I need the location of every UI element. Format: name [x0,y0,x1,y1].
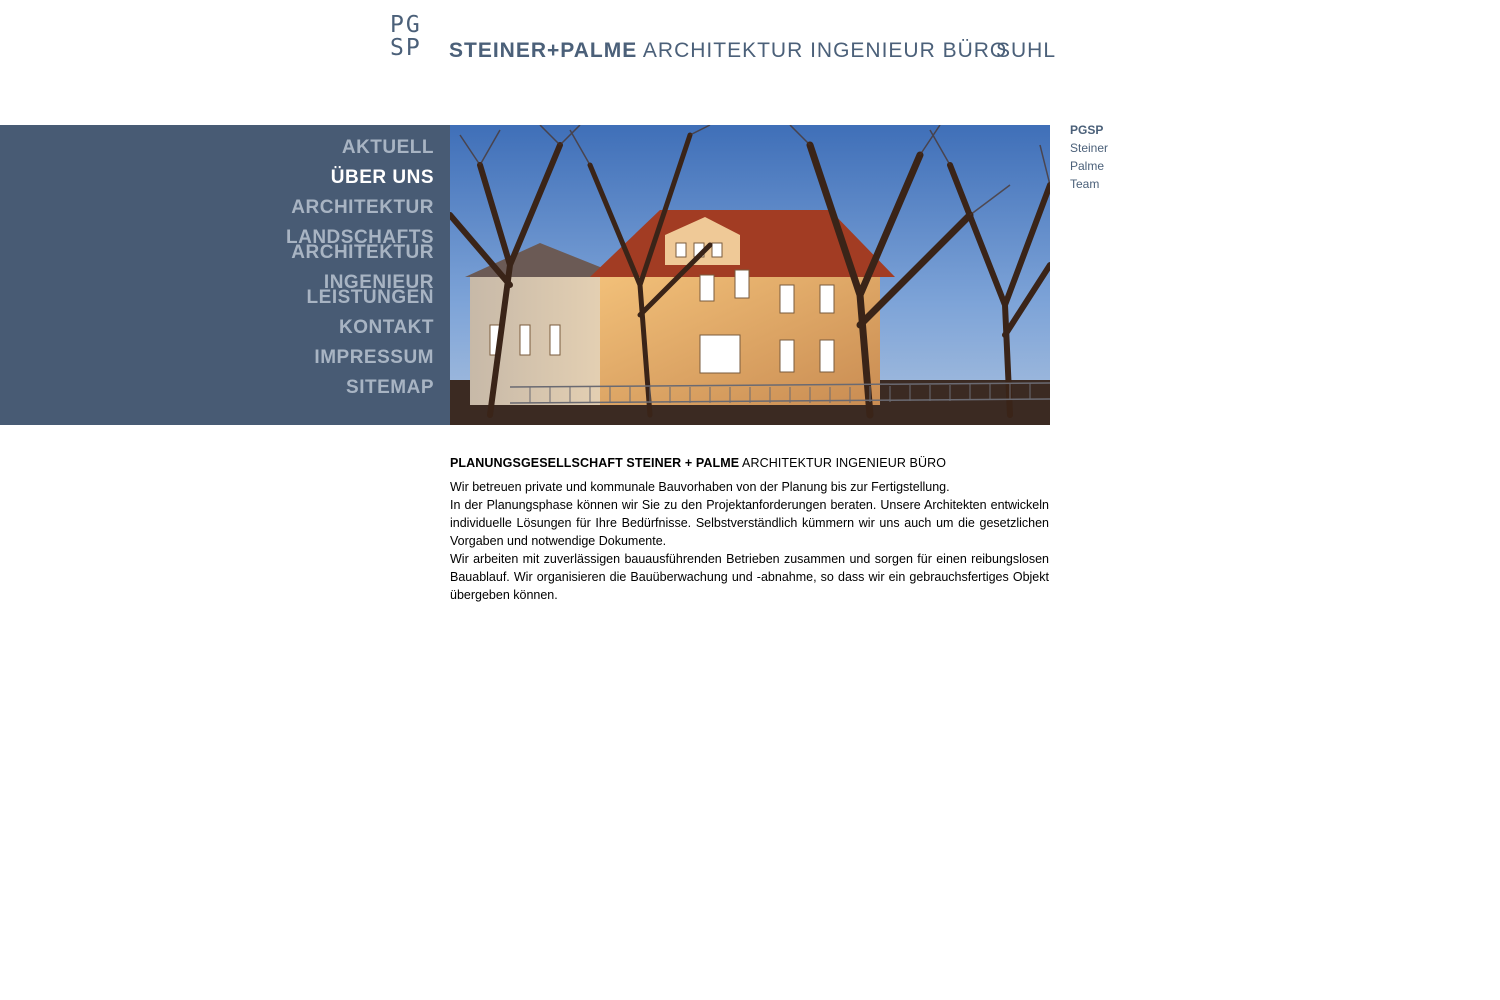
nav-label: ARCHITEKTUR [291,197,434,218]
paragraph-1: Wir betreuen private und kommunale Bauvorhaben von der Planung bis zur Fertigstellung. [450,480,950,494]
subnav-item-palme[interactable]: Palme [1070,159,1105,173]
heading-bold: PLANUNGSGESELLSCHAFT STEINER + PALME [450,456,740,470]
logo-bottom: SP [390,35,422,61]
logo-top: PG [390,12,422,38]
nav-impressum[interactable] [314,347,434,368]
subnav-item-steiner[interactable]: Steiner [1070,141,1109,155]
site-title [449,39,1007,63]
nav-label: ÜBER UNS [330,167,434,188]
nav-ueber-uns[interactable] [330,167,434,188]
heading-rest: ARCHITEKTUR INGENIEUR BÜRO [739,456,947,470]
subnav-item-team[interactable]: Team [1070,177,1100,191]
nav-kontakt[interactable] [339,317,434,338]
nav-label: KONTAKT [339,317,434,338]
nav-label-line2: LEISTUNGEN [306,287,434,308]
nav-label: IMPRESSUM [314,347,434,368]
brand-name: STEINER+PALME [449,39,638,62]
site-city: SUHL [996,39,1057,62]
paragraph-2: In der Planungsphase können wir Sie zu den Projektanforderungen beraten. Unsere Architekten entwickeln individuelle Lösungen für Ihre Bedürfnisse. Selbstverständlich kümmern wir uns auch um die gesetzlichen Vorgaben und notwendige Dokumente. [450,498,1049,548]
paragraph-3: Wir arbeiten mit zuverlässigen bauausführenden Betrieben zusammen und sorgen für einen reibungslosen Bauablauf. Wir organisieren die Bauüberwachung und -abnahme, so dass wir ein gebrauchsfertiges Objekt übergeben können. [450,552,1049,602]
nav-architektur[interactable] [291,197,434,218]
nav-ingenieurleistungen[interactable] [306,272,434,308]
page-heading [450,454,1049,472]
nav-label-line2: ARCHITEKTUR [291,242,434,263]
nav-label: SITEMAP [346,377,434,398]
main-nav [0,125,450,425]
hero-photo [450,125,1050,425]
logo[interactable] [390,14,438,62]
subnav-item-pgsp[interactable]: PGSP [1070,123,1104,137]
subnav [1070,121,1108,193]
nav-label: AKTUELL [341,137,434,158]
nav-landschaftsarchitektur[interactable] [286,227,434,263]
brand-tagline: ARCHITEKTUR INGENIEUR BÜRO [642,39,1008,62]
nav-label-line1: LANDSCHAFTS [286,227,434,248]
nav-sitemap[interactable] [346,377,434,398]
nav-label-line1: INGENIEUR [323,272,434,293]
nav-aktuell[interactable] [341,137,434,158]
main-content [450,454,1049,604]
